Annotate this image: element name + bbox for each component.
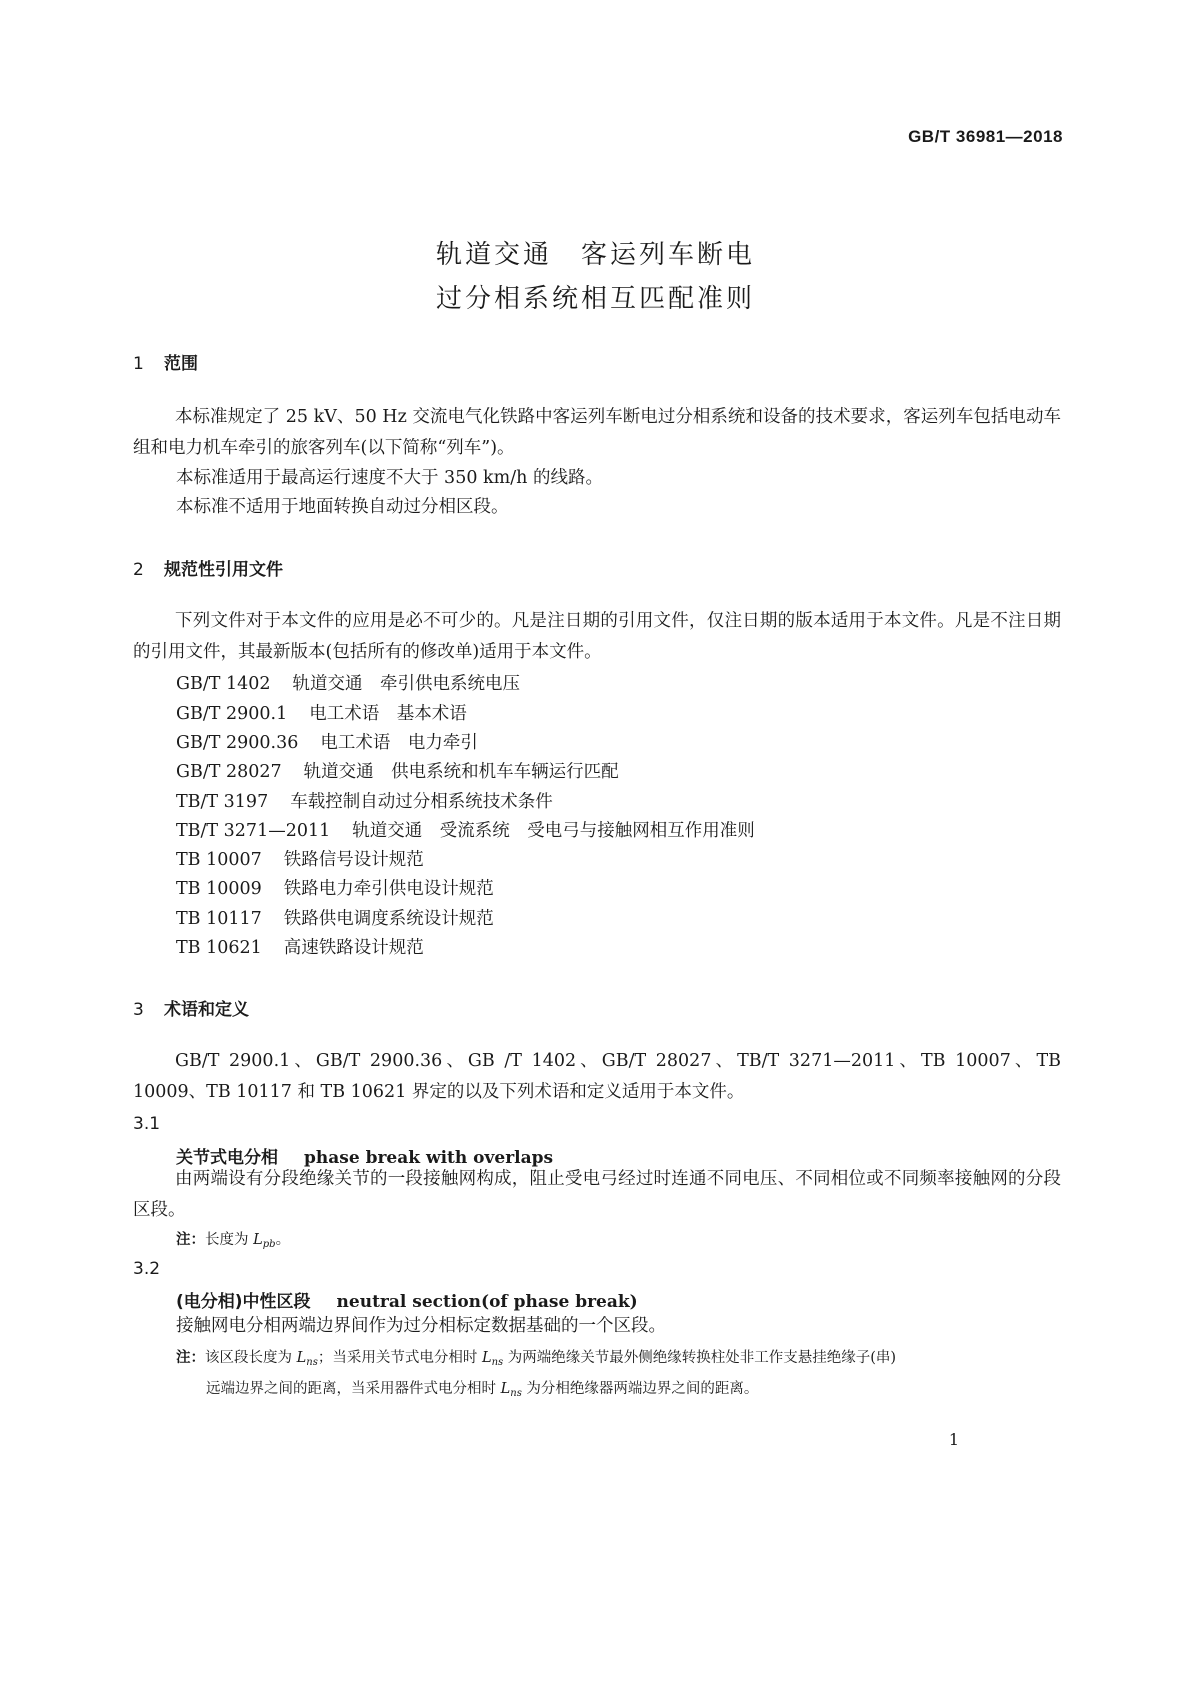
term-definition: 由两端设有分段绝缘关节的一段接触网构成，阻止受电弓经过时连通不同电压、不同相位或不同频率接触网的分段区段。 (133, 1169, 1061, 1220)
reference-title: 轨道交通 受流系统 受电弓与接触网相互作用准则 (352, 821, 755, 841)
term-note (176, 1227, 290, 1258)
reference-item (176, 934, 424, 959)
reference-code: TB/T 3197 (176, 792, 269, 812)
reference-item (176, 905, 494, 930)
note-text: 为两端绝缘关节最外侧绝缘转换柱处非工作支悬挂绝缘子(串) (503, 1350, 897, 1366)
reference-item (176, 817, 755, 842)
note-subscript: ns (510, 1388, 522, 1399)
reference-item (176, 729, 478, 754)
section-1-title: 范围 (164, 354, 198, 374)
page-number: 1 (948, 1430, 959, 1449)
section-3-title: 术语和定义 (164, 1000, 249, 1020)
section-1-heading (133, 349, 198, 374)
note-subscript: ns (491, 1357, 504, 1368)
term-name-en: neutral section(of phase break) (336, 1292, 638, 1312)
note-subscript: pb (262, 1239, 276, 1250)
reference-title: 轨道交通 供电系统和机车车辆运行匹配 (303, 762, 619, 782)
term-name-zh: 关节式电分相 (176, 1148, 278, 1168)
reference-item (176, 670, 520, 695)
term-name (176, 1287, 638, 1312)
reference-title: 电工术语 电力牵引 (320, 733, 478, 753)
section-2-title: 规范性引用文件 (164, 560, 283, 580)
term-number: 3.1 (133, 1114, 161, 1134)
reference-item (176, 875, 494, 900)
note-variable: L (481, 1350, 492, 1366)
reference-item (176, 758, 619, 783)
reference-title: 铁路供电调度系统设计规范 (283, 909, 494, 929)
section-3-heading (133, 995, 249, 1020)
reference-title: 轨道交通 牵引供电系统电压 (292, 674, 521, 694)
reference-title: 铁路信号设计规范 (283, 850, 424, 870)
reference-code: TB 10621 (176, 938, 262, 958)
reference-code: GB/T 2900.1 (176, 704, 288, 724)
reference-title: 高速铁路设计规范 (283, 938, 424, 958)
note-label: 注： (176, 1350, 205, 1366)
document-title-line-2: 过分相系统相互匹配准则 (435, 284, 755, 314)
term-name-zh: (电分相)中性区段 (176, 1292, 311, 1312)
section-3-number: 3 (133, 1000, 144, 1020)
term-name-en: phase break with overlaps (304, 1148, 554, 1168)
note-text: 为分相绝缘器两端边界之间的距离。 (521, 1381, 759, 1397)
section-1-paragraph-1: 本标准规定了 25 kV、50 Hz 交流电气化铁路中客运列车断电过分相系统和设备的技术要求，客运列车包括电动车组和电力机车牵引的旅客列车(以下简称“列车”)。 (133, 407, 1061, 458)
reference-title: 电工术语 基本术语 (309, 704, 467, 724)
section-1-paragraph-3: 本标准不适用于地面转换自动过分相区段。 (176, 497, 509, 517)
reference-code: TB 10007 (176, 850, 262, 870)
reference-item (176, 846, 424, 871)
reference-code: TB/T 3271—2011 (176, 821, 331, 841)
standard-code: GB/T 36981—2018 (908, 127, 1063, 146)
section-2-heading (133, 555, 283, 580)
section-2-intro: 下列文件对于本文件的应用是必不可少的。凡是注日期的引用文件，仅注日期的版本适用于本文件。凡是不注日期的引用文件，其最新版本(包括所有的修改单)适用于本文件。 (133, 611, 1061, 662)
section-1-paragraph-2: 本标准适用于最高运行速度不大于 350 km/h 的线路。 (176, 468, 603, 488)
note-variable: L (253, 1232, 263, 1248)
reference-title: 铁路电力牵引供电设计规范 (283, 879, 494, 899)
note-text: 远端边界之间的距离，当采用器件式电分相时 (206, 1381, 501, 1397)
reference-title: 车载控制自动过分相系统技术条件 (290, 792, 553, 812)
reference-code: TB 10117 (176, 909, 262, 929)
reference-code: GB/T 28027 (176, 762, 282, 782)
reference-code: GB/T 1402 (176, 674, 271, 694)
reference-item (176, 788, 553, 813)
term-number: 3.2 (133, 1259, 161, 1279)
reference-code: TB 10009 (176, 879, 262, 899)
section-2-number: 2 (133, 560, 144, 580)
note-text: 长度为 (205, 1232, 254, 1248)
term-definition: 接触网电分相两端边界间作为过分相标定数据基础的一个区段。 (176, 1316, 666, 1336)
document-title-line-1: 轨道交通 客运列车断电 (435, 240, 755, 270)
note-variable: L (296, 1350, 307, 1366)
note-end: 。 (275, 1232, 291, 1248)
section-1-number: 1 (133, 354, 144, 374)
reference-item (176, 700, 467, 725)
note-variable: L (500, 1381, 511, 1397)
note-text: 该区段长度为 (205, 1350, 297, 1366)
reference-code: GB/T 2900.36 (176, 733, 299, 753)
section-3-intro: GB/T 2900.1、GB/T 2900.36、GB /T 1402、GB/T 28027、TB/T 3271—2011、TB 10007、TB 10009、TB 10117 和 TB 10621 界定的以及下列术语和定义适用于本文件。 (133, 1051, 1061, 1102)
note-label: 注： (176, 1232, 205, 1248)
note-text: ；当采用关节式电分相时 (317, 1350, 482, 1366)
note-subscript: ns (306, 1357, 318, 1368)
term-note (176, 1345, 1026, 1407)
